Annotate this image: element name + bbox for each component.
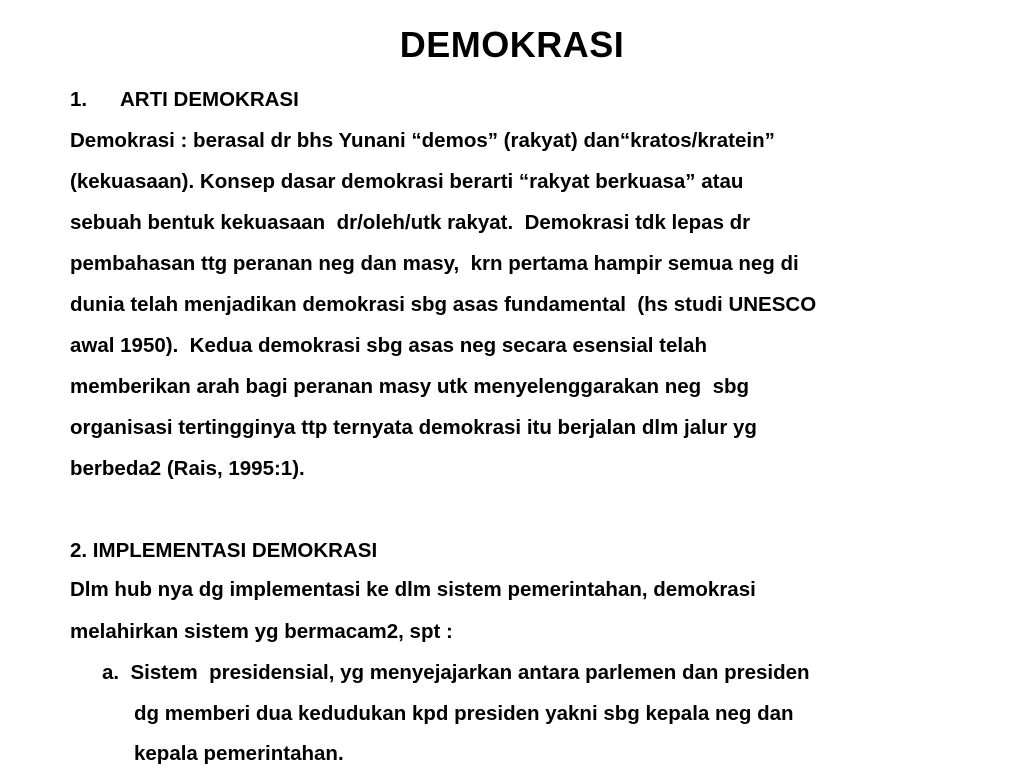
section2-item-a-line: dg memberi dua kedudukan kpd presiden yakni sbg kepala neg dan xyxy=(134,702,794,725)
section1-line: dunia telah menjadikan demokrasi sbg asas fundamental (hs studi UNESCO xyxy=(70,293,817,316)
section2-line: melahirkan sistem yg bermacam2, spt : xyxy=(70,620,453,643)
section1-line: organisasi tertingginya ttp ternyata demokrasi itu berjalan dlm jalur yg xyxy=(70,416,757,439)
section1-heading xyxy=(70,88,299,112)
section1-line: memberikan arah bagi peranan masy utk menyelenggarakan neg sbg xyxy=(70,375,750,398)
section1-line: awal 1950). Kedua demokrasi sbg asas neg secara esensial telah xyxy=(70,334,707,357)
section1-line: pembahasan ttg peranan neg dan masy, krn pertama hampir semua neg di xyxy=(70,252,799,275)
section2-line: Dlm hub nya dg implementasi ke dlm sistem pemerintahan, demokrasi xyxy=(70,578,756,601)
section1-number: 1. xyxy=(70,88,88,111)
section2-item-a-line: a. Sistem presidensial, yg menyejajarkan antara parlemen dan presiden xyxy=(102,661,810,684)
section2-item-a-line: kepala pemerintahan. xyxy=(134,742,344,765)
section1-line: berbeda2 (Rais, 1995:1). xyxy=(70,457,305,480)
section1-heading-text: ARTI DEMOKRASI xyxy=(120,88,299,111)
section1-line: sebuah bentuk kekuasaan dr/oleh/utk rakyat. Demokrasi tdk lepas dr xyxy=(70,211,751,234)
slide-title: DEMOKRASI xyxy=(399,24,625,65)
section1-line: (kekuasaan). Konsep dasar demokrasi berarti “rakyat berkuasa” atau xyxy=(70,170,744,193)
section1-line: Demokrasi : berasal dr bhs Yunani “demos” (rakyat) dan“kratos/kratein” xyxy=(70,129,775,152)
section2-heading: 2. IMPLEMENTASI DEMOKRASI xyxy=(70,539,378,562)
